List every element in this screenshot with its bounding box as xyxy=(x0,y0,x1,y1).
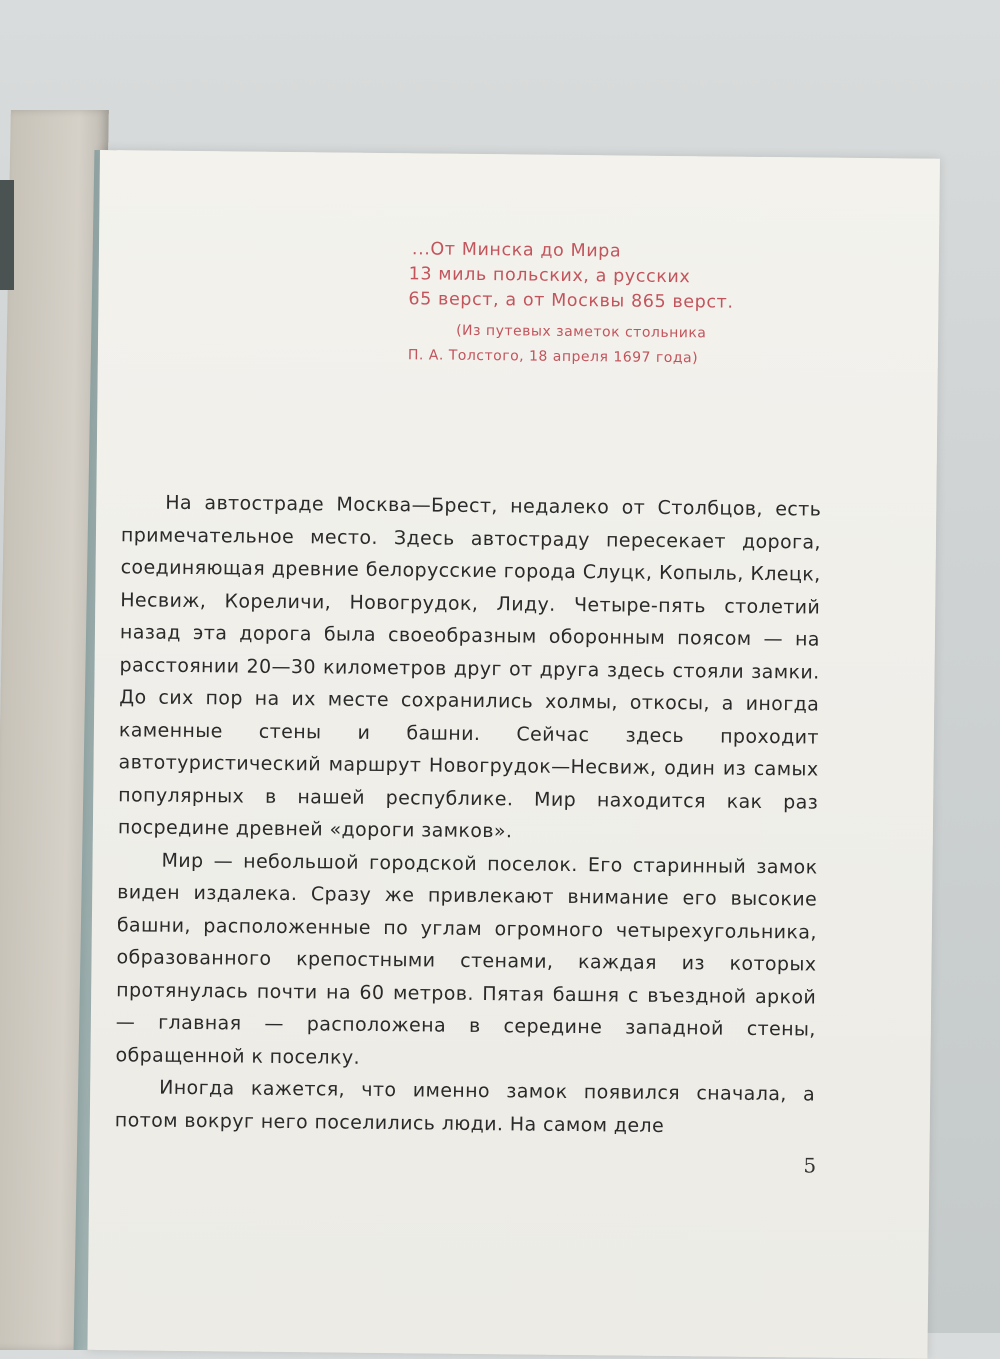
paragraph: Мир — небольшой городской поселок. Его старинный замок виден издалека. Сразу же привлекают внимание его высокие башни, расположенные по углам огромного четырехугольника, образованного крепостными стенами, каждая из которых протянулась почти на 60 метров. Пятая башня с въездной аркой — главная — расположена в середине западной стены, обращенной к поселку. xyxy=(115,849,818,1069)
epigraph-source xyxy=(408,318,769,372)
epigraph xyxy=(408,237,769,372)
left-page-illustration-edge xyxy=(0,180,14,290)
page-number: 5 xyxy=(803,1153,817,1178)
epigraph-line: 65 верст, а от Москвы 865 верст. xyxy=(408,289,734,313)
epigraph-line: ...От Минска до Мира xyxy=(411,239,622,262)
epigraph-line: 13 миль польских, а русских xyxy=(408,264,691,288)
epigraph-source-line: П. А. Толстого, 18 апреля 1697 года) xyxy=(407,347,699,367)
epigraph-source-line: (Из путевых заметок стольника xyxy=(456,322,707,342)
paragraph: Иногда кажется, что именно замок появился сначала, а потом вокруг него поселились люди. На самом деле xyxy=(114,1076,816,1137)
body-text xyxy=(115,486,822,1143)
right-page xyxy=(87,150,940,1359)
paragraph: На автостраде Москва—Брест, недалеко от Столбцов, есть примечательное место. Здесь автостраду пересекает дорога, соединяющая древние белорусские города Слуцк, Копыль, Клецк, Несвиж, Кореличи, Новогрудок, Лиду. Четыре-пять столетий назад эта дорога была своеобразным оборонным поясом — на расстоянии 20—30 километров друг от друга здесь стояли замки. До сих пор на их месте сохранились холмы, откосы, а иногда каменные стены и башни. Сейчас здесь проходит автотуристический маршрут Новогрудок—Несвиж, один из самых популярных в нашей республике. Мир находится как раз посредине древней «дороги замков». xyxy=(117,491,822,843)
